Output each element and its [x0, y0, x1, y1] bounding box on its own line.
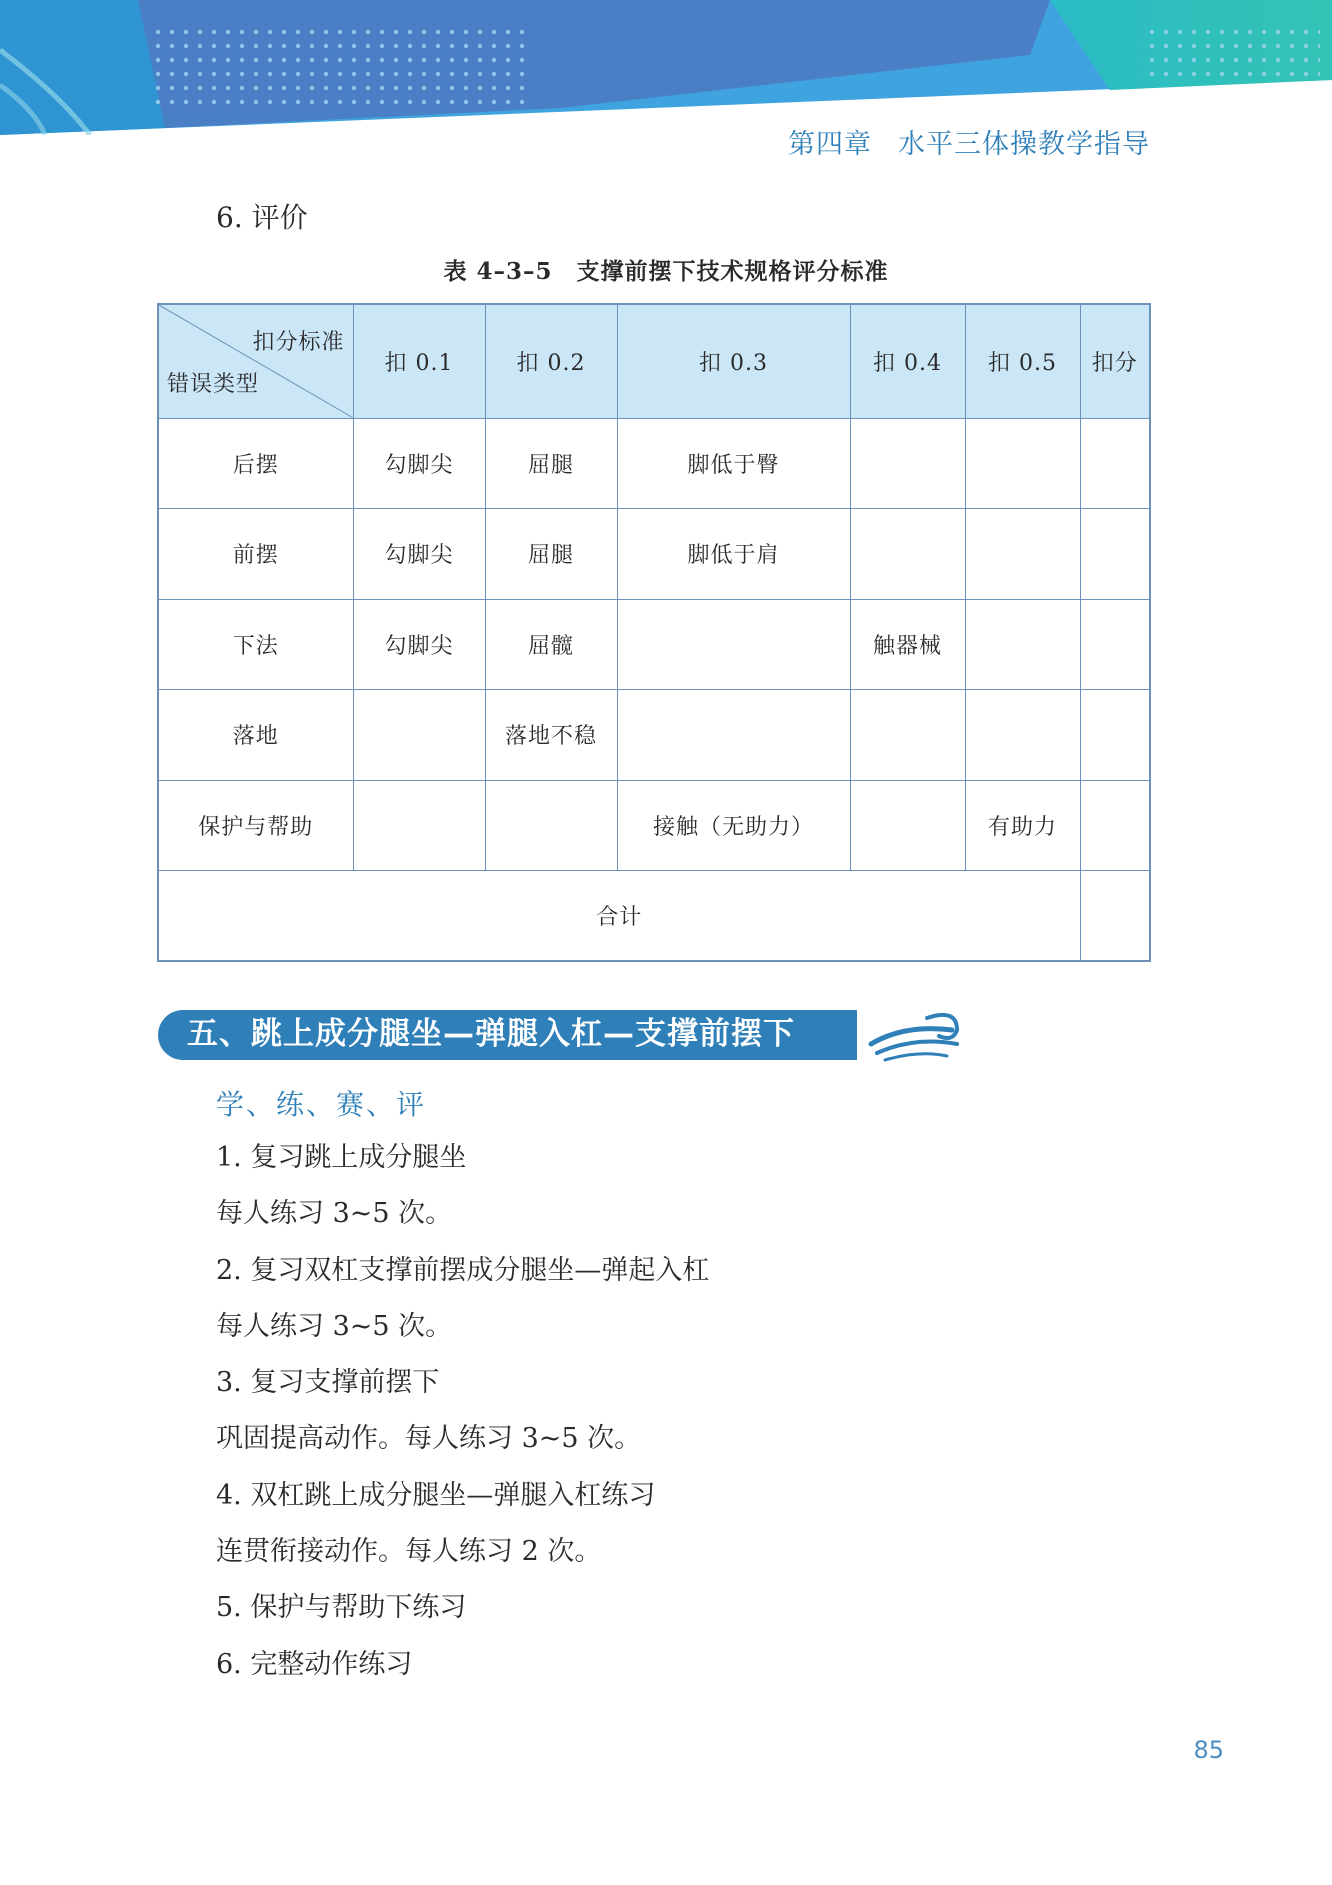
- table-cell: [617, 690, 850, 781]
- subsection-heading: 学、练、赛、评: [216, 1088, 427, 1121]
- scoring-table: [157, 303, 1151, 962]
- row-label: 前摆: [158, 509, 353, 600]
- table-cell: [965, 599, 1080, 690]
- wave-ornament-icon: [871, 1015, 957, 1060]
- table-cell: 勾脚尖: [353, 509, 485, 600]
- table-cell: 触器械: [850, 599, 965, 690]
- table-row: [158, 780, 1150, 871]
- column-header: 扣分: [1080, 304, 1150, 418]
- table-cell: [353, 690, 485, 781]
- list-item: 2. 复习双杠支撑前摆成分腿坐—弹起入杠: [216, 1254, 710, 1286]
- table-header-row: [158, 304, 1150, 418]
- table-cell: [485, 780, 617, 871]
- list-item: 4. 双杠跳上成分腿坐—弹腿入杠练习: [216, 1479, 656, 1511]
- chapter-name: 水平三体操教学指导: [898, 129, 1150, 160]
- table-cell: 屈腿: [485, 418, 617, 509]
- table-cell: [850, 690, 965, 781]
- corner-label-deduction: 扣分标准: [252, 330, 345, 355]
- table-cell: 脚低于臀: [617, 418, 850, 509]
- column-header: 扣 0.3: [617, 304, 850, 418]
- table-row: [158, 418, 1150, 509]
- table-cell: [617, 599, 850, 690]
- column-header: 扣 0.5: [965, 304, 1080, 418]
- corner-label-error-type: 错误类型: [167, 371, 260, 397]
- list-item: 6. 完整动作练习: [216, 1648, 413, 1680]
- table-cell: 勾脚尖: [353, 599, 485, 690]
- table-cell: [1080, 509, 1150, 600]
- practice-list: [216, 1140, 709, 1703]
- chapter-number: 第四章: [788, 129, 872, 160]
- list-item: 每人练习 3~5 次。: [216, 1310, 453, 1342]
- table-caption: 表 4–3–5 支撑前摆下技术规格评分标准: [443, 258, 889, 285]
- table-cell: [1080, 418, 1150, 509]
- table-cell: [850, 418, 965, 509]
- column-header: 扣 0.1: [353, 304, 485, 418]
- chapter-title: [788, 122, 1150, 161]
- total-row: [158, 871, 1150, 962]
- section-heading: 6. 评价: [216, 201, 308, 234]
- row-label: 后摆: [158, 418, 353, 509]
- row-label: 下法: [158, 599, 353, 690]
- list-item: 每人练习 3~5 次。: [216, 1198, 453, 1230]
- table-cell: [850, 780, 965, 871]
- total-label: 合计: [158, 871, 1080, 962]
- table-cell: [1080, 690, 1150, 781]
- list-item: 1. 复习跳上成分腿坐: [216, 1142, 467, 1173]
- table-cell: 屈腿: [485, 509, 617, 600]
- diagonal-divider: [159, 305, 353, 418]
- page-number: 85: [1193, 1736, 1224, 1764]
- section-bar-title: 五、跳上成分腿坐—弹腿入杠—支撑前摆下: [187, 1016, 795, 1052]
- table-cell: 接触（无助力）: [617, 780, 850, 871]
- column-header: 扣 0.4: [850, 304, 965, 418]
- table-row: [158, 599, 1150, 690]
- table-cell: 落地不稳: [485, 690, 617, 781]
- list-item: 巩固提高动作。每人练习 3~5 次。: [216, 1423, 642, 1455]
- row-label: 落地: [158, 690, 353, 781]
- table-cell: [965, 509, 1080, 600]
- table-cell: [1080, 599, 1150, 690]
- list-item: 3. 复习支撑前摆下: [216, 1367, 440, 1399]
- header-banner: [0, 0, 1332, 135]
- table-cell: 有助力: [965, 780, 1080, 871]
- table-cell: [965, 690, 1080, 781]
- table-row: [158, 690, 1150, 781]
- column-header: 扣 0.2: [485, 304, 617, 418]
- list-item: 连贯衔接动作。每人练习 2 次。: [216, 1536, 602, 1568]
- table-cell: 屈髋: [485, 599, 617, 690]
- table-cell: [965, 418, 1080, 509]
- row-label: 保护与帮助: [158, 780, 353, 871]
- table-row: [158, 509, 1150, 600]
- corner-header-cell: [158, 304, 353, 418]
- table-cell: [850, 509, 965, 600]
- table-cell: 脚低于肩: [617, 509, 850, 600]
- table-cell: 勾脚尖: [353, 418, 485, 509]
- table-cell: [353, 780, 485, 871]
- total-value-cell: [1080, 871, 1150, 962]
- list-item: 5. 保护与帮助下练习: [216, 1592, 467, 1624]
- table-cell: [1080, 780, 1150, 871]
- section-title-bar: [157, 1008, 967, 1064]
